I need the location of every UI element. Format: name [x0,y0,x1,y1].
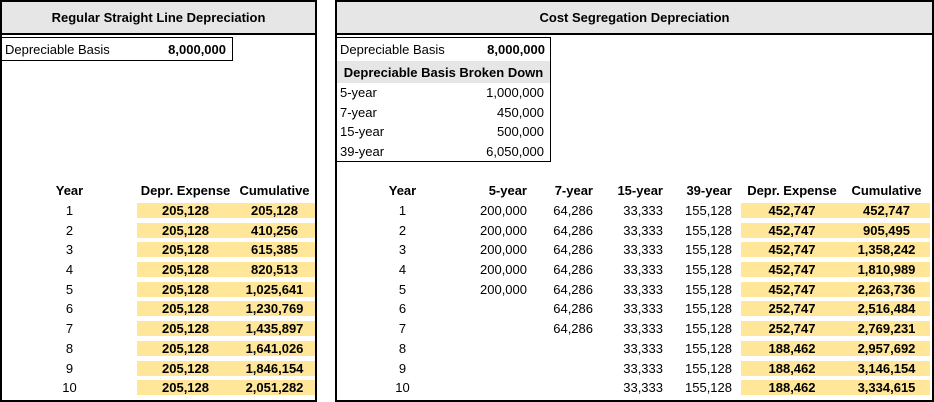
sl-cell[interactable]: 205,128 [137,262,234,277]
sl-cell[interactable]: 205,128 [137,380,234,395]
cs-cell[interactable]: 2,769,231 [843,321,930,336]
cs-cell[interactable]: 9 [398,360,407,376]
cs-cell[interactable]: 64,286 [553,321,593,337]
cs-cell[interactable]: 905,495 [843,223,930,238]
cs-cell[interactable]: 4 [398,262,407,278]
sl-table-row [2,319,315,339]
cs-cell[interactable]: 2,263,736 [843,282,930,297]
sl-table-row [2,260,315,280]
cs-cell[interactable]: 33,333 [623,262,663,278]
cs-cell[interactable]: 3 [398,242,407,258]
cs-cell[interactable]: 252,747 [741,301,843,316]
cs-cell[interactable]: 1 [398,203,407,219]
cs-cell[interactable]: 33,333 [623,340,663,356]
cs-cell[interactable]: 188,462 [741,341,843,356]
cs-cell[interactable]: 33,333 [623,203,663,219]
cs-cell[interactable]: 33,333 [623,281,663,297]
cs-cell[interactable]: 8 [398,340,407,356]
cs-cell[interactable]: 33,333 [623,380,663,396]
cs-cell[interactable]: 452,747 [741,203,843,218]
sl-table-row [2,358,315,378]
cs-cell[interactable]: 1,358,242 [843,242,930,257]
cs-cell[interactable]: 452,747 [741,282,843,297]
cs-cell[interactable]: 64,286 [553,301,593,317]
sl-cell[interactable]: 205,128 [137,282,234,297]
sl-cell[interactable]: 205,128 [137,203,234,218]
cs-cell[interactable]: 64,286 [553,281,593,297]
cs-cell[interactable]: 252,747 [741,321,843,336]
breakdown-value[interactable]: 500,000 [497,124,544,140]
sl-cell[interactable]: 2 [65,222,74,238]
cs-cell[interactable]: 200,000 [480,262,527,278]
cs-cell[interactable]: 33,333 [623,301,663,317]
sl-col-header: Cumulative [239,183,310,199]
breakdown-rows [337,83,550,161]
sl-col-header: Depr. Expense [140,183,231,199]
sl-table-row [2,339,315,359]
cs-col-header: Cumulative [851,183,922,199]
cs-cell[interactable]: 200,000 [480,222,527,238]
breakdown-value[interactable]: 1,000,000 [486,85,544,101]
sl-cell[interactable]: 2,051,282 [234,380,315,395]
sl-cell[interactable]: 205,128 [234,203,315,218]
sl-cell[interactable]: 205,128 [137,361,234,376]
sl-table-row [2,279,315,299]
sl-cell[interactable]: 205,128 [137,223,234,238]
cs-table-body [337,201,930,398]
breakdown-row [337,122,550,142]
sl-cell[interactable]: 3 [65,242,74,258]
cs-cell[interactable]: 155,128 [685,380,732,396]
cs-cell[interactable]: 64,286 [553,222,593,238]
cs-cell[interactable]: 2,957,692 [843,341,930,356]
cs-cell[interactable]: 155,128 [685,262,732,278]
cs-cell[interactable]: 155,128 [685,301,732,317]
cs-cell[interactable]: 452,747 [741,242,843,257]
breakdown-title: Depreciable Basis Broken Down [337,61,550,83]
cs-cell[interactable]: 3,334,615 [843,380,930,395]
sl-table [2,181,315,398]
cs-cell[interactable]: 155,128 [685,203,732,219]
breakdown-row [337,142,550,162]
cs-cell[interactable]: 1,810,989 [843,262,930,277]
sl-table-body [2,201,315,398]
cs-basis-row [337,38,550,61]
sl-table-row [2,201,315,221]
cs-table-row [337,378,930,398]
sl-cell[interactable]: 9 [65,360,74,376]
cost-segregation-panel-title: Cost Segregation Depreciation [337,2,932,35]
cs-basis-value[interactable]: 8,000,000 [487,42,545,57]
sl-cell[interactable]: 1,025,641 [234,282,315,297]
sl-cell[interactable]: 205,128 [137,301,234,316]
cs-table-row [337,220,930,240]
sl-table-header [2,181,315,201]
cs-cell[interactable]: 64,286 [553,242,593,258]
breakdown-label: 15-year [340,124,385,140]
sl-cell[interactable]: 615,385 [234,242,315,257]
sl-col-header: Year [55,183,84,199]
cs-table-row [337,201,930,221]
cs-table-row [337,260,930,280]
cs-col-header: 7-year [554,183,593,199]
sl-cell[interactable]: 205,128 [137,242,234,257]
sl-cell[interactable]: 1,435,897 [234,321,315,336]
breakdown-row [337,83,550,103]
cs-cell[interactable]: 155,128 [685,242,732,258]
cs-col-header: 39-year [686,183,732,199]
cs-cell[interactable]: 33,333 [623,321,663,337]
cs-cell[interactable]: 188,462 [741,380,843,395]
sl-cell[interactable]: 1,230,769 [234,301,315,316]
sl-cell[interactable]: 820,513 [234,262,315,277]
sl-basis-label: Depreciable Basis [5,41,110,57]
cs-table-row [337,319,930,339]
sl-cell[interactable]: 10 [62,380,77,396]
sl-cell[interactable]: 410,256 [234,223,315,238]
cs-cell[interactable]: 64,286 [553,203,593,219]
cs-cell[interactable]: 155,128 [685,360,732,376]
breakdown-value[interactable]: 6,050,000 [486,143,544,159]
breakdown-label: 7-year [340,104,377,120]
cs-cell[interactable]: 2 [398,222,407,238]
breakdown-label: 39-year [340,143,385,159]
cost-segregation-panel [335,0,934,402]
cs-table-row [337,299,930,319]
sl-cell[interactable]: 1,846,154 [234,361,315,376]
straight-line-panel [0,0,317,402]
sl-cell[interactable]: 6 [65,301,74,317]
cs-cell[interactable]: 33,333 [623,222,663,238]
cs-cell[interactable]: 200,000 [480,281,527,297]
cs-cell[interactable]: 155,128 [685,321,732,337]
sl-cell[interactable]: 5 [65,281,74,297]
cs-table-row [337,358,930,378]
cs-cell[interactable]: 200,000 [480,242,527,258]
sl-cell[interactable]: 4 [65,262,74,278]
cs-basis-label: Depreciable Basis [340,42,445,57]
sl-basis-value[interactable]: 8,000,000 [168,41,226,57]
cs-cell[interactable]: 2,516,484 [843,301,930,316]
cs-table-row [337,240,930,260]
cs-cell[interactable]: 6 [398,301,407,317]
cs-cell[interactable]: 64,286 [553,262,593,278]
cs-col-header: 15-year [617,183,663,199]
sl-cell[interactable]: 1,641,026 [234,341,315,356]
sl-basis-box [2,37,233,61]
breakdown-label: 5-year [340,85,377,101]
cs-cell[interactable]: 5 [398,281,407,297]
cs-cell[interactable]: 155,128 [685,340,732,356]
cs-cell[interactable]: 33,333 [623,360,663,376]
sl-cell[interactable]: 205,128 [137,341,234,356]
breakdown-value[interactable]: 450,000 [497,104,544,120]
straight-line-panel-title: Regular Straight Line Depreciation [2,2,315,35]
cs-table-row [337,279,930,299]
sl-cell[interactable]: 205,128 [137,321,234,336]
cs-cell[interactable]: 188,462 [741,361,843,376]
sl-cell[interactable]: 8 [65,340,74,356]
sl-table-row [2,220,315,240]
sl-cell[interactable]: 7 [65,321,74,337]
cs-cell[interactable]: 10 [395,380,410,396]
sl-cell[interactable]: 1 [65,203,74,219]
cs-table-row [337,339,930,359]
cs-cell[interactable]: 33,333 [623,242,663,258]
sl-table-row [2,378,315,398]
cs-table [337,181,930,398]
cs-cell[interactable]: 452,747 [741,223,843,238]
breakdown-row [337,103,550,123]
cs-basis-block [337,37,551,162]
cs-cell[interactable]: 3,146,154 [843,361,930,376]
cs-cell[interactable]: 155,128 [685,281,732,297]
cs-table-header [337,181,930,201]
cs-cell[interactable]: 200,000 [480,203,527,219]
cs-col-header: 5-year [488,183,527,199]
cs-cell[interactable]: 155,128 [685,222,732,238]
sl-table-row [2,299,315,319]
cs-col-header: Year [388,183,417,199]
cs-col-header: Depr. Expense [747,183,837,199]
cs-cell[interactable]: 452,747 [843,203,930,218]
cs-cell[interactable]: 7 [398,321,407,337]
cs-cell[interactable]: 452,747 [741,262,843,277]
sl-table-row [2,240,315,260]
